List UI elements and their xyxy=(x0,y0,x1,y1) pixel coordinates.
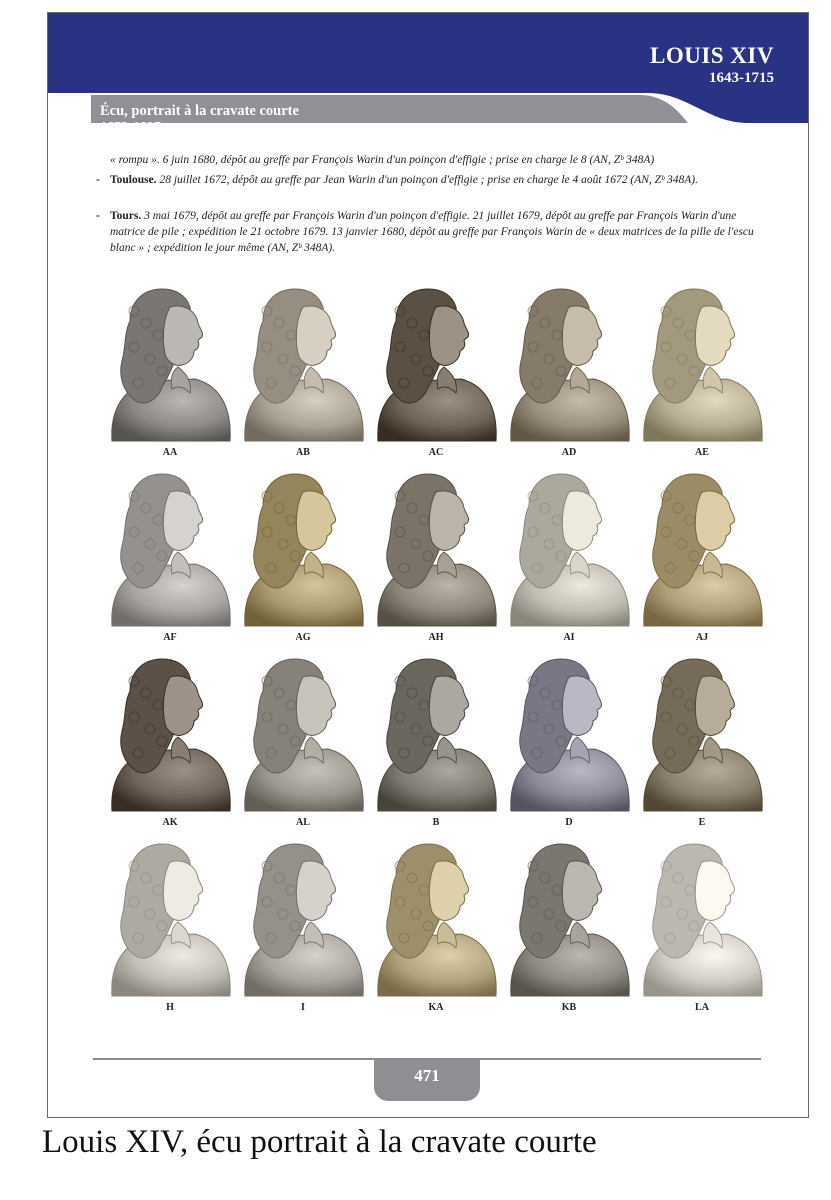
bust-cell-i xyxy=(233,836,373,1016)
section-title: Écu, portrait à la cravate courte xyxy=(100,103,299,119)
bust-face xyxy=(562,861,601,921)
bust-face xyxy=(429,306,468,366)
bust-portrait-image xyxy=(366,651,506,816)
bust-label: AC xyxy=(428,447,444,458)
bust-label: LA xyxy=(695,1002,709,1013)
bust-portrait-image xyxy=(233,836,373,1001)
figure-caption: Louis XIV, écu portrait à la cravate courte xyxy=(42,1124,597,1160)
bust-label: H xyxy=(166,1002,174,1013)
bust-portrait-image xyxy=(233,466,373,631)
bust-cell-ak xyxy=(100,651,240,831)
list-dash: - xyxy=(96,174,100,186)
bust-label: AE xyxy=(695,447,709,458)
bust-face xyxy=(562,491,601,551)
bust-face xyxy=(429,676,468,736)
bust-face xyxy=(695,676,734,736)
entry-place: Toulouse. xyxy=(110,174,157,186)
bust-cell-ae xyxy=(632,281,772,461)
bust-portrait-image xyxy=(100,836,240,1001)
bust-label: AD xyxy=(561,447,577,458)
bust-portrait-image xyxy=(632,281,772,446)
bust-label: E xyxy=(698,817,706,828)
bust-cell-ag xyxy=(233,466,373,646)
bust-label: KA xyxy=(428,1002,444,1013)
bust-portrait-image xyxy=(632,651,772,816)
bust-face xyxy=(296,676,335,736)
bust-label: AA xyxy=(162,447,178,458)
bust-label: AF xyxy=(163,632,177,643)
bust-label: D xyxy=(565,817,573,828)
bust-face xyxy=(163,676,202,736)
bust-portrait-image xyxy=(499,466,639,631)
bust-face xyxy=(296,861,335,921)
bust-face xyxy=(429,491,468,551)
entry-place: Tours. xyxy=(110,210,142,222)
bust-label: I xyxy=(301,1002,305,1013)
bust-cell-ai xyxy=(499,466,639,646)
bust-label: AB xyxy=(296,447,310,458)
bust-cell-ah xyxy=(366,466,506,646)
bust-portrait-image xyxy=(366,466,506,631)
bust-face xyxy=(163,491,202,551)
bust-portrait-image xyxy=(233,651,373,816)
header-title: LOUIS XIV xyxy=(649,43,774,68)
bust-cell-aj xyxy=(632,466,772,646)
bust-face xyxy=(695,861,734,921)
bust-face xyxy=(695,306,734,366)
bust-cell-h xyxy=(100,836,240,1016)
bust-cell-b xyxy=(366,651,506,831)
entry-text: 28 juillet 1672, dépôt au greffe par Jean Warin d'un poinçon d'effigie ; prise en charge le 4 août 1672 (AN, Zᵇ 348A). xyxy=(156,174,698,186)
bust-label: AI xyxy=(563,632,575,643)
bust-cell-kb xyxy=(499,836,639,1016)
bust-cell-ka xyxy=(366,836,506,1016)
bust-portrait-image xyxy=(499,651,639,816)
bust-cell-d xyxy=(499,651,639,831)
bust-face xyxy=(562,306,601,366)
list-dash: - xyxy=(96,210,100,222)
bust-label: KB xyxy=(561,1002,577,1013)
bust-label: AG xyxy=(295,632,311,643)
bust-cell-af xyxy=(100,466,240,646)
bust-portrait-image xyxy=(632,836,772,1001)
bust-face xyxy=(562,676,601,736)
bust-label: AK xyxy=(162,817,178,828)
book-page xyxy=(47,12,809,1118)
bust-portrait-image xyxy=(100,651,240,816)
bust-portrait-grid xyxy=(48,13,808,1013)
bust-portrait-image xyxy=(632,466,772,631)
bust-cell-al xyxy=(233,651,373,831)
bust-face xyxy=(296,306,335,366)
bust-label: AL xyxy=(296,817,310,828)
bust-cell-ab xyxy=(233,281,373,461)
bust-face xyxy=(163,306,202,366)
bust-face xyxy=(695,491,734,551)
bust-face xyxy=(296,491,335,551)
bust-cell-aa xyxy=(100,281,240,461)
bust-portrait-image xyxy=(366,281,506,446)
bust-portrait-image xyxy=(366,836,506,1001)
entry-text: 3 mai 1679, dépôt au greffe par François Warin d'un poinçon d'effigie. 21 juillet 1679, dépôt au greffe par François Warin d'une matrice de pile ; expédition le 21 octobre 1679. 13 janvier 1680, dépôt au greffe par François Warin de « deux matrices de la pille de l'escu blanc » ; expédition le jour même (AN, Zᵇ 348A). xyxy=(110,210,754,254)
bust-label: B xyxy=(432,817,440,828)
intro-paragraph: « rompu ». 6 juin 1680, dépôt au greffe par François Warin d'un poinçon d'effigie ; prise en charge le 8 (AN, Zᵇ 348A) xyxy=(110,154,655,166)
bust-label: AH xyxy=(428,632,444,643)
bust-face xyxy=(163,861,202,921)
bust-cell-la xyxy=(632,836,772,1016)
bust-portrait-image xyxy=(233,281,373,446)
page-number: 471 xyxy=(374,1059,480,1101)
bust-portrait-image xyxy=(100,466,240,631)
bust-portrait-image xyxy=(499,281,639,446)
bust-cell-e xyxy=(632,651,772,831)
bust-portrait-image xyxy=(499,836,639,1001)
bust-face xyxy=(429,861,468,921)
section-years: 1672-1687 xyxy=(100,120,161,135)
bust-portrait-image xyxy=(100,281,240,446)
header-years: 1643-1715 xyxy=(709,70,774,86)
bust-cell-ac xyxy=(366,281,506,461)
bust-label: AJ xyxy=(695,632,709,643)
bust-cell-ad xyxy=(499,281,639,461)
